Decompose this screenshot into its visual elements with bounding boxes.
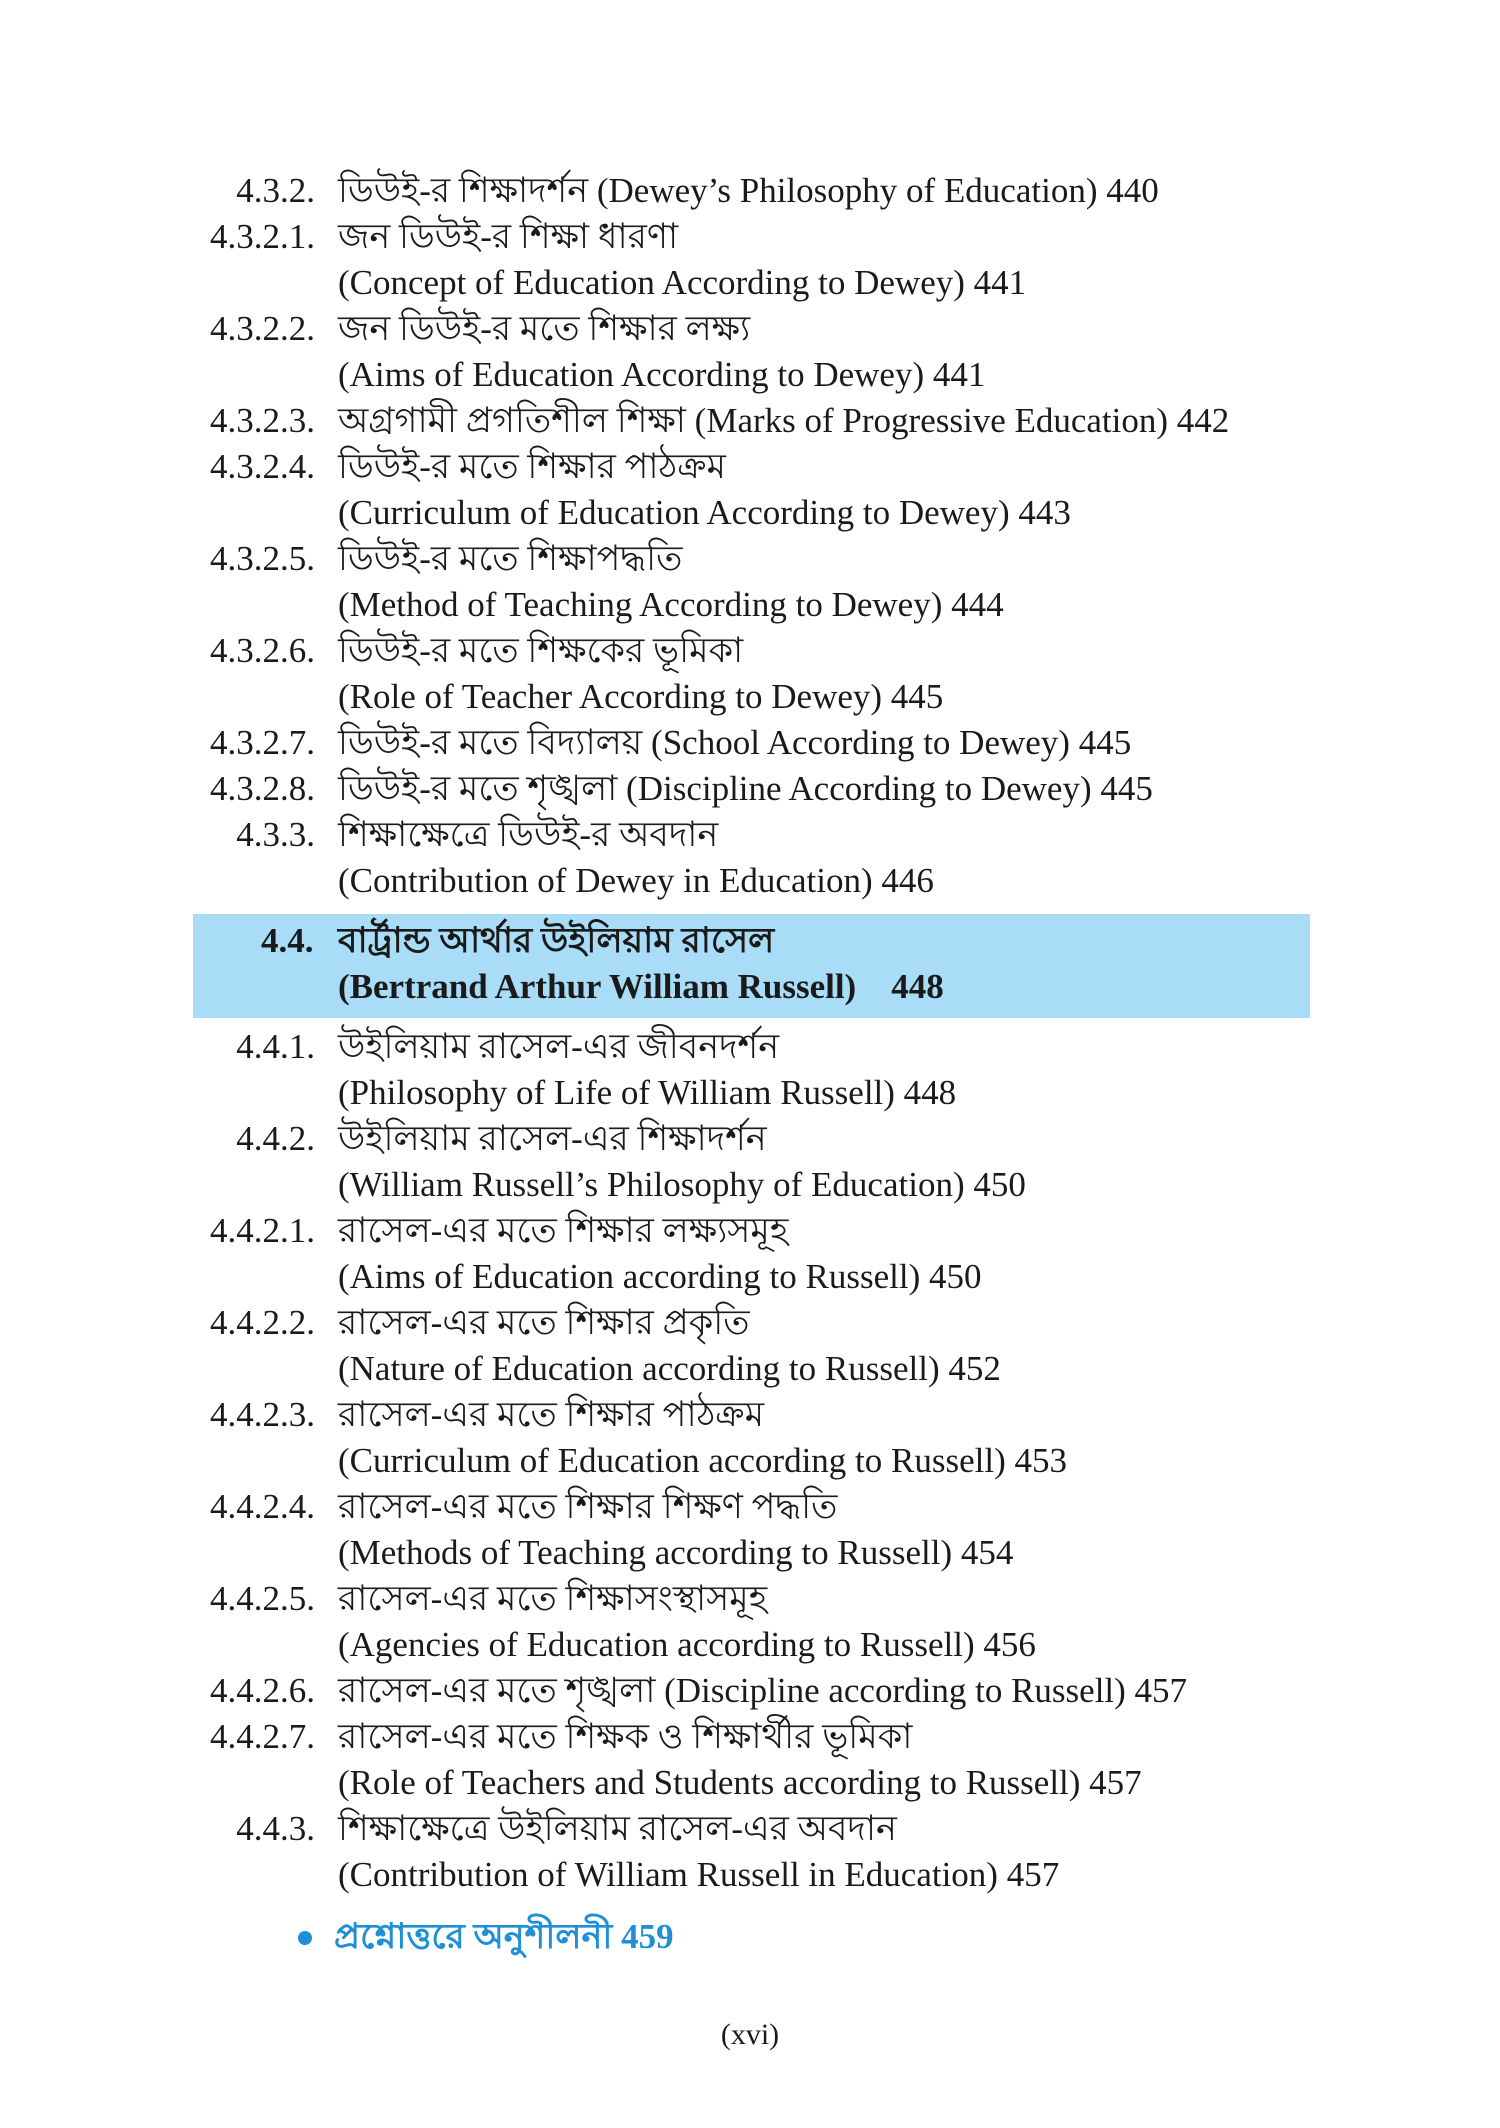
toc-entry-number: 4.4.2. [236,1119,315,1158]
toc-entry-subtitle: (William Russell’s Philosophy of Education) 450 [338,1165,1026,1204]
toc-section-4-3 [0,168,1500,904]
toc-entry-subtitle: (Philosophy of Life of William Russell) 448 [338,1073,957,1112]
toc-entry-subtitle: (Nature of Education according to Russell) 452 [338,1349,1001,1388]
toc-entry-title: ডিউই-র মতে শিক্ষাপদ্ধতি [338,539,683,578]
toc-entry-number: 4.3.2.2. [210,309,315,348]
toc-entry-number: 4.4.3. [236,1809,315,1848]
toc-entry-title: উইলিয়াম রাসেল-এর শিক্ষাদর্শন [338,1119,767,1158]
page-number: (xvi) [720,2018,780,2051]
toc-entry-number: 4.4.2.5. [210,1579,315,1618]
toc-entry[interactable] [0,766,1500,812]
toc-entry-subtitle: (Method of Teaching According to Dewey) 444 [338,585,1004,624]
toc-entry-number: 4.3.2.7. [210,723,315,762]
toc-chapter-title-english: (Bertrand Arthur William Russell) 448 [338,967,944,1006]
toc-entry-subtitle: (Role of Teachers and Students according to Russell) 457 [338,1763,1142,1802]
toc-entry-number: 4.3.2. [236,171,315,210]
toc-entry[interactable] [0,1024,1500,1116]
toc-entry-subtitle: (Concept of Education According to Dewey) 441 [338,263,1027,302]
toc-entry-number: 4.4.2.6. [210,1671,315,1710]
toc-chapter-4-4-highlight[interactable] [193,914,1310,1018]
toc-entry-number: 4.3.2.8. [210,769,315,808]
toc-entry-title: রাসেল-এর মতে শিক্ষাসংস্থাসমূহ [338,1579,768,1618]
toc-entry-title: উইলিয়াম রাসেল-এর জীবনদর্শন [338,1027,780,1066]
toc-entry-title: ডিউই-র শিক্ষাদর্শন (Dewey’s Philosophy of Education) 440 [338,171,1159,210]
toc-entry[interactable] [0,1668,1500,1714]
toc-entry-title: ডিউই-র মতে শৃঙ্খলা (Discipline According to Dewey) 445 [338,769,1153,808]
toc-section-4-4 [0,1024,1500,1898]
toc-entry-title: জন ডিউই-র মতে শিক্ষার লক্ষ্য [338,309,751,348]
toc-entry[interactable] [0,1392,1500,1484]
toc-entry-number: 4.3.3. [236,815,315,854]
toc-chapter-title-bengali: বার্ট্রান্ড আর্থার উইলিয়াম রাসেল [338,921,775,960]
toc-entry-title: শিক্ষাক্ষেত্রে উইলিয়াম রাসেল-এর অবদান [338,1809,897,1848]
toc-entry-title: রাসেল-এর মতে শৃঙ্খলা (Discipline according to Russell) 457 [338,1671,1188,1710]
toc-entry-title: অগ্রগামী প্রগতিশীল শিক্ষা (Marks of Progressive Education) 442 [338,401,1230,440]
toc-entry[interactable] [0,1576,1500,1668]
toc-entry-title: ডিউই-র মতে শিক্ষার পাঠক্রম [338,447,726,486]
toc-entry[interactable] [0,398,1500,444]
toc-entry-number: 4.4.2.7. [210,1717,315,1756]
toc-entry-title: ডিউই-র মতে শিক্ষকের ভূমিকা [338,631,744,670]
toc-entry[interactable] [0,1116,1500,1208]
toc-entry[interactable] [0,812,1500,904]
toc-entry-subtitle: (Agencies of Education according to Russell) 456 [338,1625,1036,1664]
toc-entry[interactable] [0,1208,1500,1300]
toc-entry[interactable] [0,444,1500,536]
toc-entry[interactable] [0,1806,1500,1898]
toc-entry-title: রাসেল-এর মতে শিক্ষার প্রকৃতি [338,1303,750,1342]
toc-entry-number: 4.3.2.6. [210,631,315,670]
toc-entry-number: 4.4.2.2. [210,1303,315,1342]
toc-entry-subtitle: (Aims of Education According to Dewey) 441 [338,355,986,394]
toc-entry-subtitle: (Contribution of Dewey in Education) 446 [338,861,934,900]
toc-entry-number: 4.4.1. [236,1027,315,1066]
toc-entry[interactable] [0,628,1500,720]
toc-entry-number: 4.3.2.3. [210,401,315,440]
toc-exercise-link[interactable] [298,1914,1500,1960]
toc-entry[interactable] [0,168,1500,214]
toc-entry-number: 4.3.2.5. [210,539,315,578]
toc-entry-title: রাসেল-এর মতে শিক্ষার পাঠক্রম [338,1395,764,1434]
toc-entry-title: জন ডিউই-র শিক্ষা ধারণা [338,217,679,256]
toc-entry[interactable] [0,720,1500,766]
exercise-label: প্রশ্নোত্তরে অনুশীলনী 459 [334,1917,674,1956]
toc-entry-title: রাসেল-এর মতে শিক্ষার লক্ষ্যসমূহ [338,1211,789,1250]
toc-entry-title: রাসেল-এর মতে শিক্ষক ও শিক্ষার্থীর ভূমিকা [338,1717,913,1756]
toc-entry-number: 4.3.2.4. [210,447,315,486]
toc-entry-number: 4.4.2.1. [210,1211,315,1250]
toc-entry-subtitle: (Curriculum of Education According to Dewey) 443 [338,493,1071,532]
table-of-contents [0,168,1500,1960]
toc-entry[interactable] [0,214,1500,306]
toc-entry-subtitle: (Role of Teacher According to Dewey) 445 [338,677,944,716]
toc-entry[interactable] [0,306,1500,398]
toc-entry-number: 4.4.2.4. [210,1487,315,1526]
toc-entry-subtitle: (Aims of Education according to Russell) 450 [338,1257,982,1296]
bullet-icon [298,1931,312,1945]
toc-entry-number: 4.4.2.3. [210,1395,315,1434]
toc-entry-number: 4.3.2.1. [210,217,315,256]
toc-entry[interactable] [0,1714,1500,1806]
toc-entry-title: ডিউই-র মতে বিদ্যালয় (School According to Dewey) 445 [338,723,1132,762]
toc-entry-title: শিক্ষাক্ষেত্রে ডিউই-র অবদান [338,815,719,854]
toc-entry-subtitle: (Contribution of William Russell in Education) 457 [338,1855,1060,1894]
toc-entry-title: রাসেল-এর মতে শিক্ষার শিক্ষণ পদ্ধতি [338,1487,838,1526]
toc-entry-number: 4.4. [261,921,314,960]
toc-entry[interactable] [0,536,1500,628]
toc-entry[interactable] [0,1484,1500,1576]
toc-entry-subtitle: (Curriculum of Education according to Russell) 453 [338,1441,1068,1480]
toc-entry-subtitle: (Methods of Teaching according to Russell) 454 [338,1533,1014,1572]
toc-entry[interactable] [0,1300,1500,1392]
